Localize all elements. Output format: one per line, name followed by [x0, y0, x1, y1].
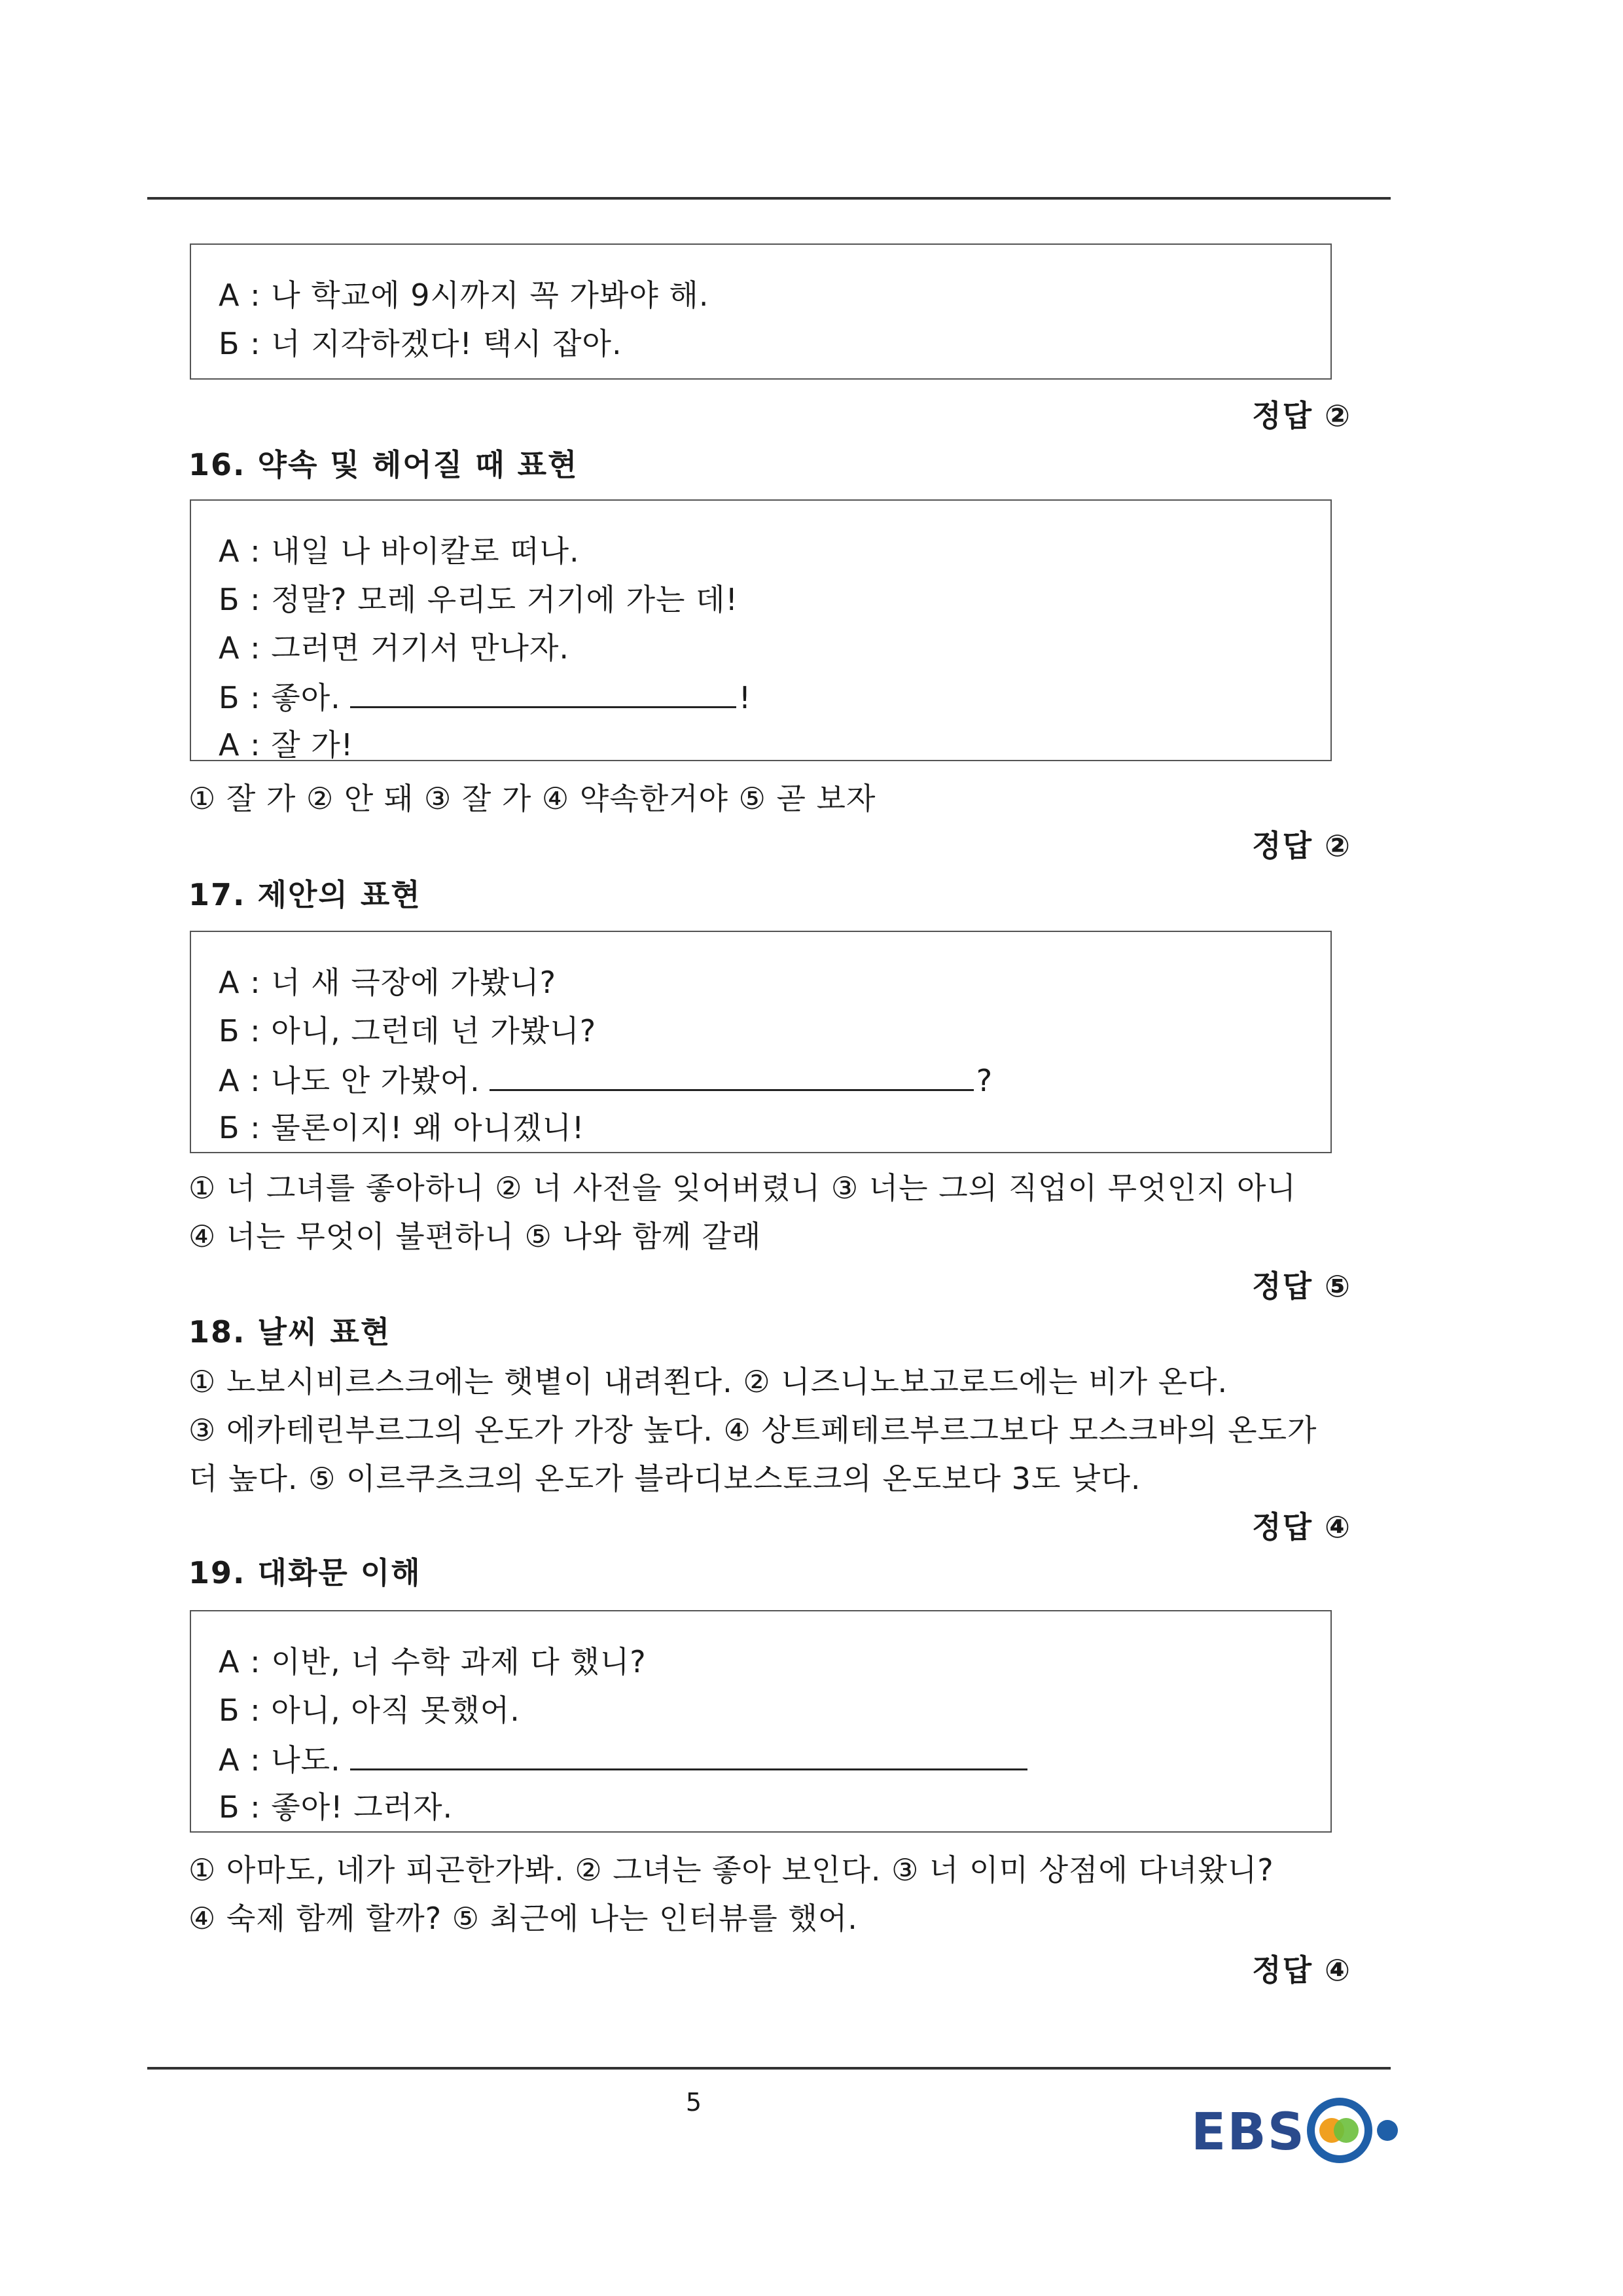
dialogue-text: Б : 좋아. — [219, 680, 341, 715]
top-rule — [147, 197, 1391, 200]
question-19-options-line-2: ④ 숙제 함께 할까? ⑤ 최근에 나는 인터뷰를 했어. — [188, 1901, 858, 1936]
dialogue-line: Б : 아니, 아직 못했어. — [219, 1693, 520, 1728]
dialogue-line: А : 너 새 극장에 가봤니? — [219, 965, 556, 1000]
answer-label: 정답 ② — [1252, 398, 1351, 433]
question-17-heading: 17. 제안의 표현 — [188, 877, 421, 912]
question-16-options: ① 잘 가 ② 안 돼 ③ 잘 가 ④ 약속한거야 ⑤ 곧 보자 — [188, 781, 876, 816]
dialogue-line: А : 그러면 거기서 만나자. — [219, 630, 570, 666]
dialogue-text: А : 나도. — [219, 1742, 341, 1778]
answer-blank — [350, 672, 736, 708]
dialogue-line-with-blank — [219, 1055, 1330, 1103]
answer-blank — [490, 1055, 974, 1091]
dialogue-line-with-blank — [219, 672, 1330, 721]
blank-end-punct: ! — [738, 680, 752, 715]
ebs-logo — [1191, 2091, 1400, 2170]
question-18-line-3: 더 높다. ⑤ 이르쿠츠크의 온도가 블라디보스토크의 온도보다 3도 낮다. — [188, 1461, 1141, 1496]
answer-label: 정답 ⑤ — [1252, 1268, 1351, 1304]
dialogue-box-19 — [190, 1610, 1332, 1833]
question-17-options-line-2: ④ 너는 무엇이 불편하니 ⑤ 나와 함께 갈래 — [188, 1219, 762, 1254]
dialogue-line: А : 내일 나 바이칼로 떠나. — [219, 533, 580, 569]
dialogue-line: Б : 좋아! 그러자. — [219, 1789, 454, 1825]
dialogue-line-with-blank — [219, 1734, 1330, 1783]
dialogue-line: Б : 정말? 모레 우리도 거기에 가는 데! — [219, 582, 738, 617]
answer-label: 정답 ② — [1252, 828, 1351, 863]
question-17-options-line-1: ① 너 그녀를 좋아하니 ② 너 사전을 잊어버렸니 ③ 너는 그의 직업이 무엇인지 아니 — [188, 1170, 1296, 1206]
question-18-heading: 18. 날씨 표현 — [188, 1314, 391, 1350]
answer-label: 정답 ④ — [1252, 1952, 1351, 1988]
dialogue-line: А : 나 학교에 9시까지 꼭 가봐야 해. — [219, 278, 709, 313]
question-18-line-1: ① 노보시비르스크에는 햇볕이 내려쬔다. ② 니즈니노보고로드에는 비가 온다. — [188, 1364, 1228, 1399]
question-19-heading: 19. 대화문 이해 — [188, 1555, 421, 1590]
blank-end-punct: ? — [976, 1063, 993, 1098]
question-19-options-line-1: ① 아마도, 네가 피곤한가봐. ② 그녀는 좋아 보인다. ③ 너 이미 상점에 다녀왔니? — [188, 1852, 1274, 1888]
dialogue-line: Б : 물론이지! 왜 아니겠니! — [219, 1110, 585, 1145]
question-16-heading: 16. 약속 및 헤어질 때 표현 — [188, 447, 579, 482]
dialogue-box-1 — [190, 243, 1332, 380]
bottom-rule — [147, 2067, 1391, 2070]
dialogue-box-16 — [190, 499, 1332, 761]
dialogue-line: Б : 아니, 그런데 넌 가봤니? — [219, 1013, 597, 1049]
dialogue-line: А : 잘 가! — [219, 727, 354, 762]
ebs-logo-text: EBS — [1191, 2103, 1306, 2162]
page-number: 5 — [685, 2088, 702, 2117]
answer-blank — [350, 1734, 1027, 1770]
dialogue-text: А : 나도 안 가봤어. — [219, 1063, 480, 1098]
question-18-line-2: ③ 에카테린부르그의 온도가 가장 높다. ④ 상트페테르부르그보다 모스크바의 온도가 — [188, 1412, 1317, 1448]
dialogue-line: А : 이반, 너 수학 과제 다 했니? — [219, 1644, 647, 1679]
dialogue-box-17 — [190, 931, 1332, 1153]
answer-label: 정답 ④ — [1252, 1509, 1351, 1545]
ebs-logo-circles-icon — [1306, 2094, 1400, 2166]
dialogue-line: Б : 너 지각하겠다! 택시 잡아. — [219, 326, 622, 361]
